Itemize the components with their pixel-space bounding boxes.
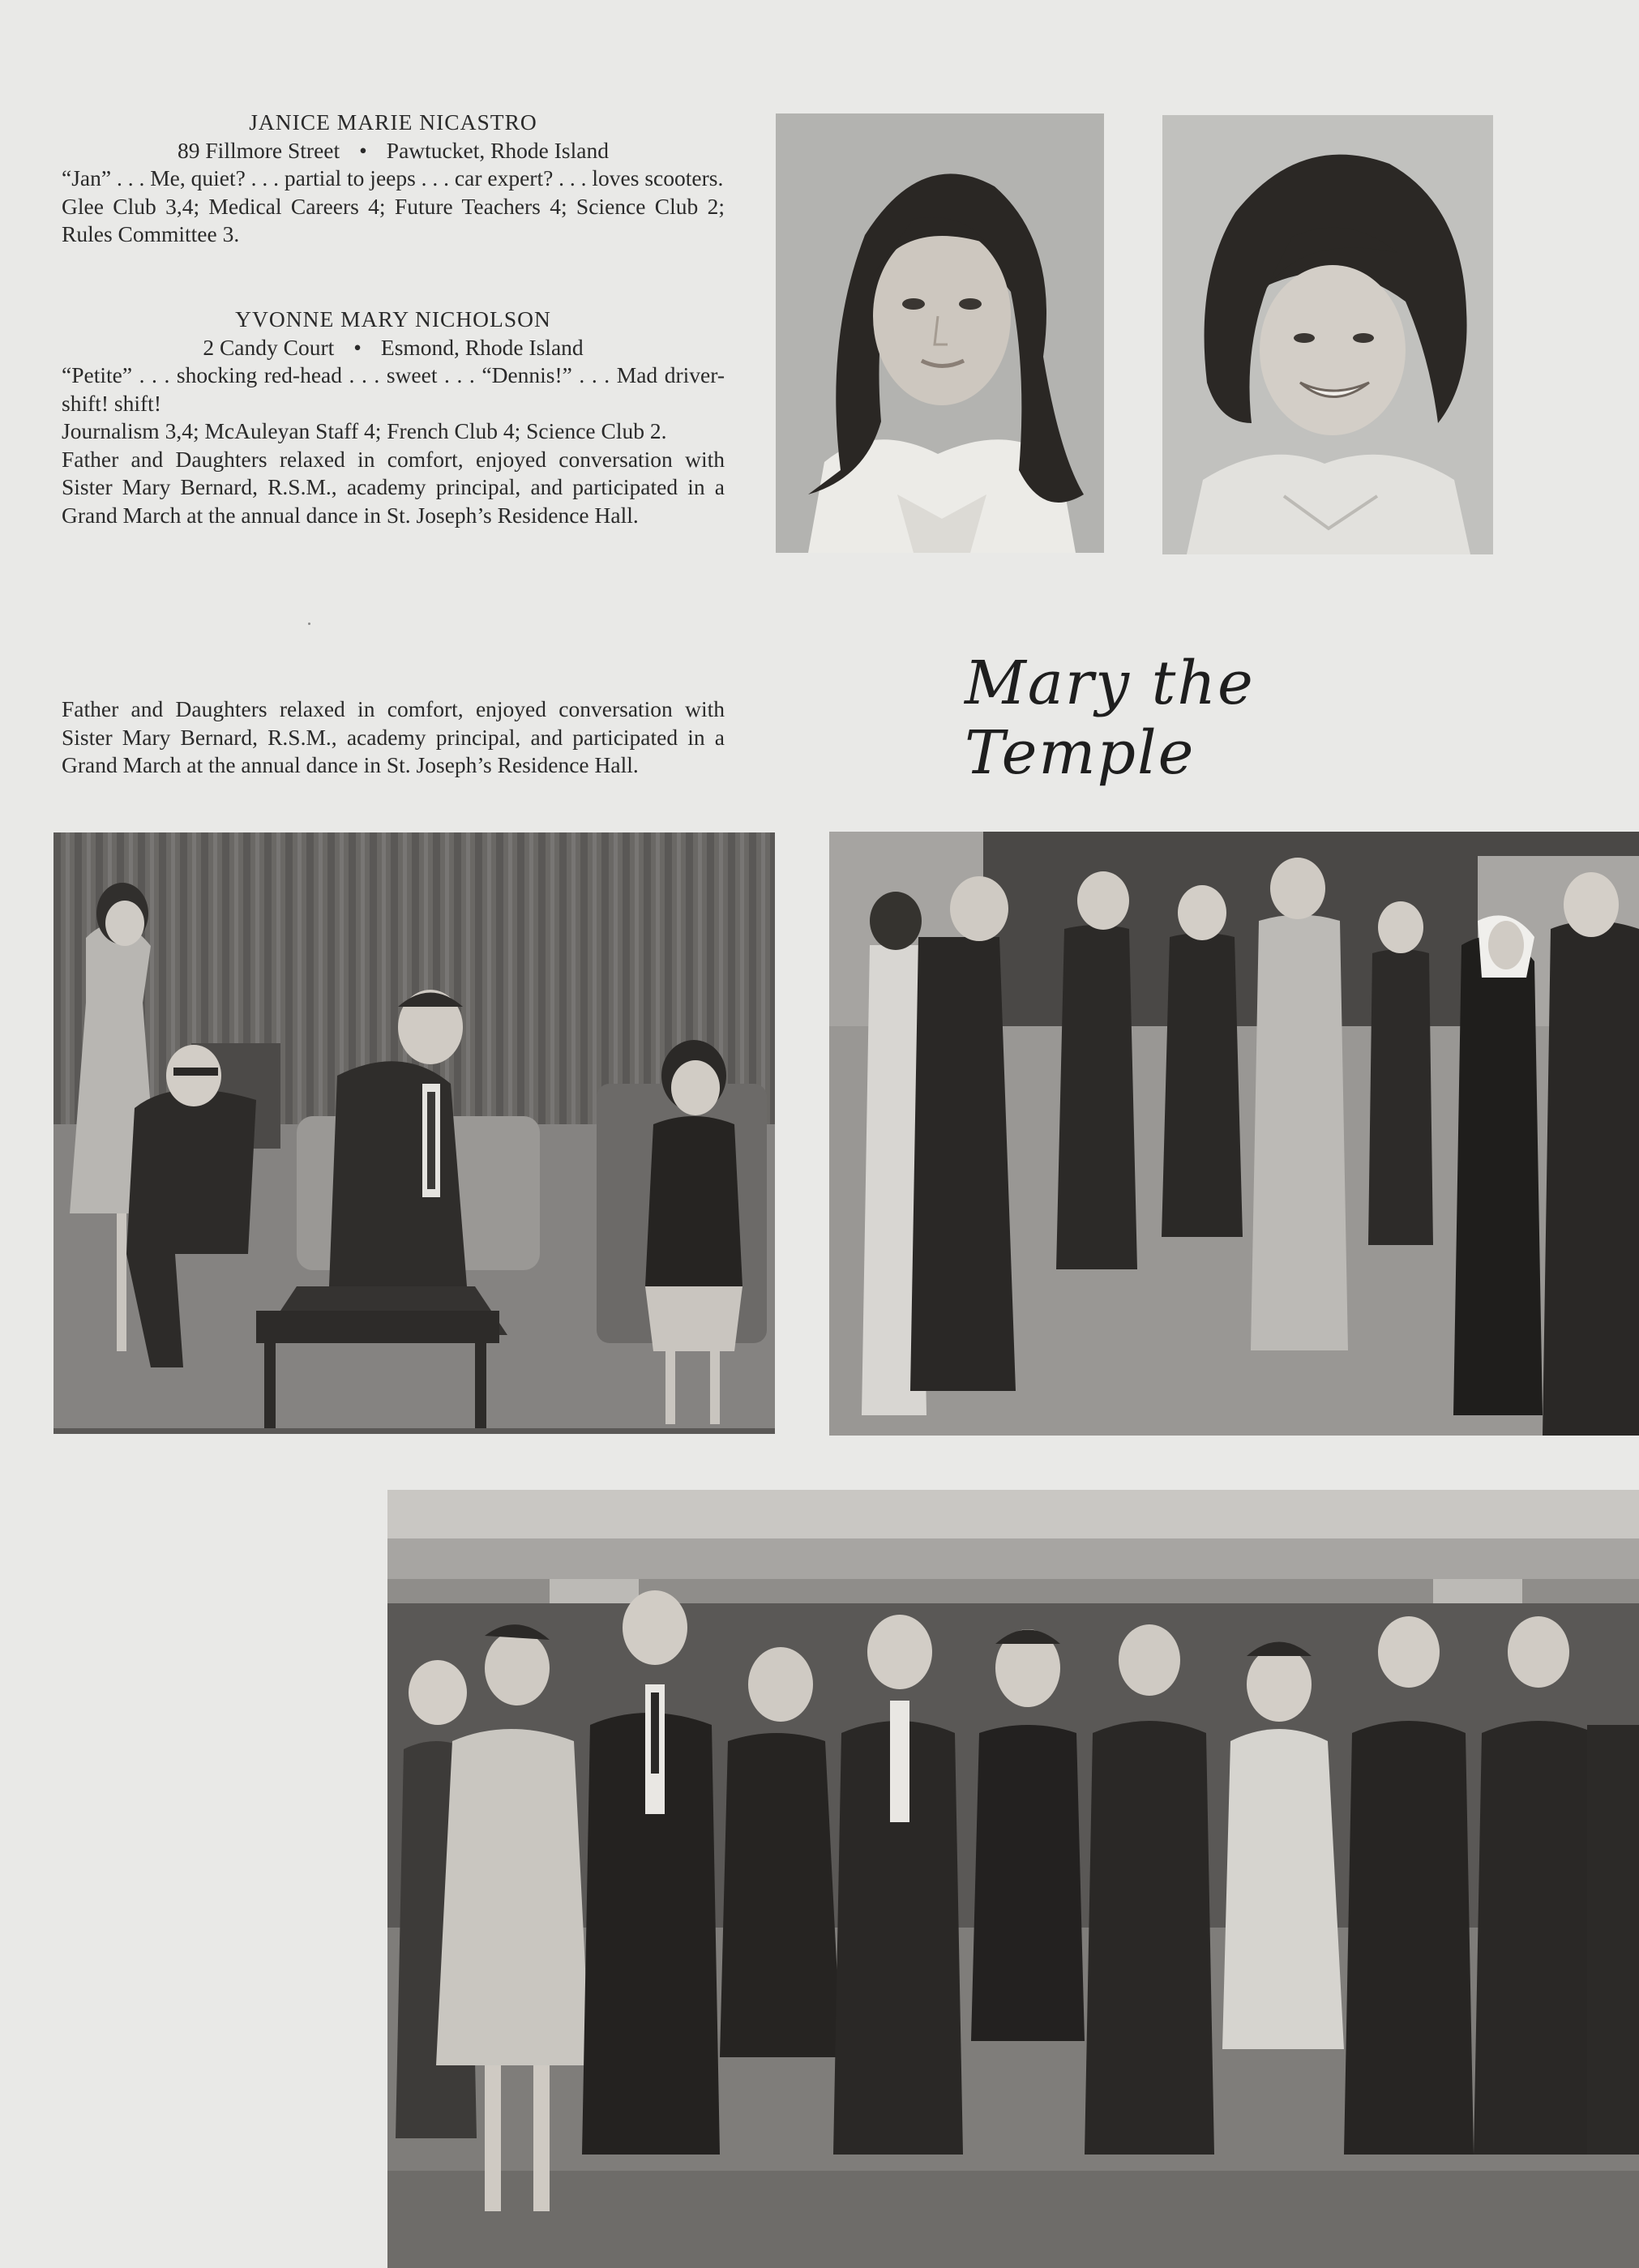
speck — [308, 623, 310, 625]
section-title: Mary the Temple — [965, 648, 1255, 788]
senior-name: JANICE MARIE NICASTRO — [249, 109, 537, 135]
address-city: Pawtucket, Rhode Island — [386, 137, 609, 163]
group-scene — [829, 832, 1639, 1436]
bullet-separator: • — [353, 334, 362, 360]
grand-march-scene — [387, 1490, 1639, 2268]
portrait-image — [776, 113, 1104, 553]
photo-caption: Father and Daughters relaxed in comfort, enjoyed conversation with Sister Mary Bernard, R.S.M., academy principal, and participated in a Grand March at the annual dance in St. Joseph’s Residence Hall. — [62, 696, 725, 777]
address-city: Esmond, Rhode Island — [380, 334, 584, 360]
senior-activities: Glee Club 3,4; Medical Careers 4; Future Teachers 4; Science Club 2; Rules Committee 3. — [62, 193, 725, 246]
portrait-image — [1162, 115, 1493, 554]
senior-activities: Journalism 3,4; McAuleyan Staff 4; French Club 4; Science Club 2. — [62, 418, 667, 443]
portrait-photo-nicholson — [1162, 115, 1493, 554]
photo-grand-march — [387, 1490, 1639, 2268]
address-street: 89 Fillmore Street — [178, 137, 340, 163]
bullet-separator: • — [359, 137, 367, 163]
senior-name: YVONNE MARY NICHOLSON — [235, 306, 551, 332]
lounge-scene — [53, 832, 775, 1434]
photo-group-with-sister — [829, 832, 1639, 1436]
senior-entry-nicastro — [62, 109, 725, 249]
senior-address — [62, 137, 725, 165]
photo-fathers-lounge — [53, 832, 775, 1434]
senior-bio: “Petite” . . . shocking red-head . . . sweet . . . “Dennis!” . . . Mad driver-shift! shift! — [62, 362, 725, 416]
address-street: 2 Candy Court — [203, 334, 335, 360]
caption-overlay: Father and Daughters relaxed in comfort, enjoyed conversation with Sister Mary Bernard, R.S.M., academy principal, and participated in a Grand March at the annual dance in St. Joseph’s Residence Hall. — [62, 446, 725, 528]
portrait-photo-nicastro — [776, 113, 1104, 553]
senior-entry-nicholson — [62, 306, 725, 529]
senior-bio: “Jan” . . . Me, quiet? . . . partial to jeeps . . . car expert? . . . loves scooters. — [62, 165, 724, 190]
senior-address — [62, 334, 725, 362]
